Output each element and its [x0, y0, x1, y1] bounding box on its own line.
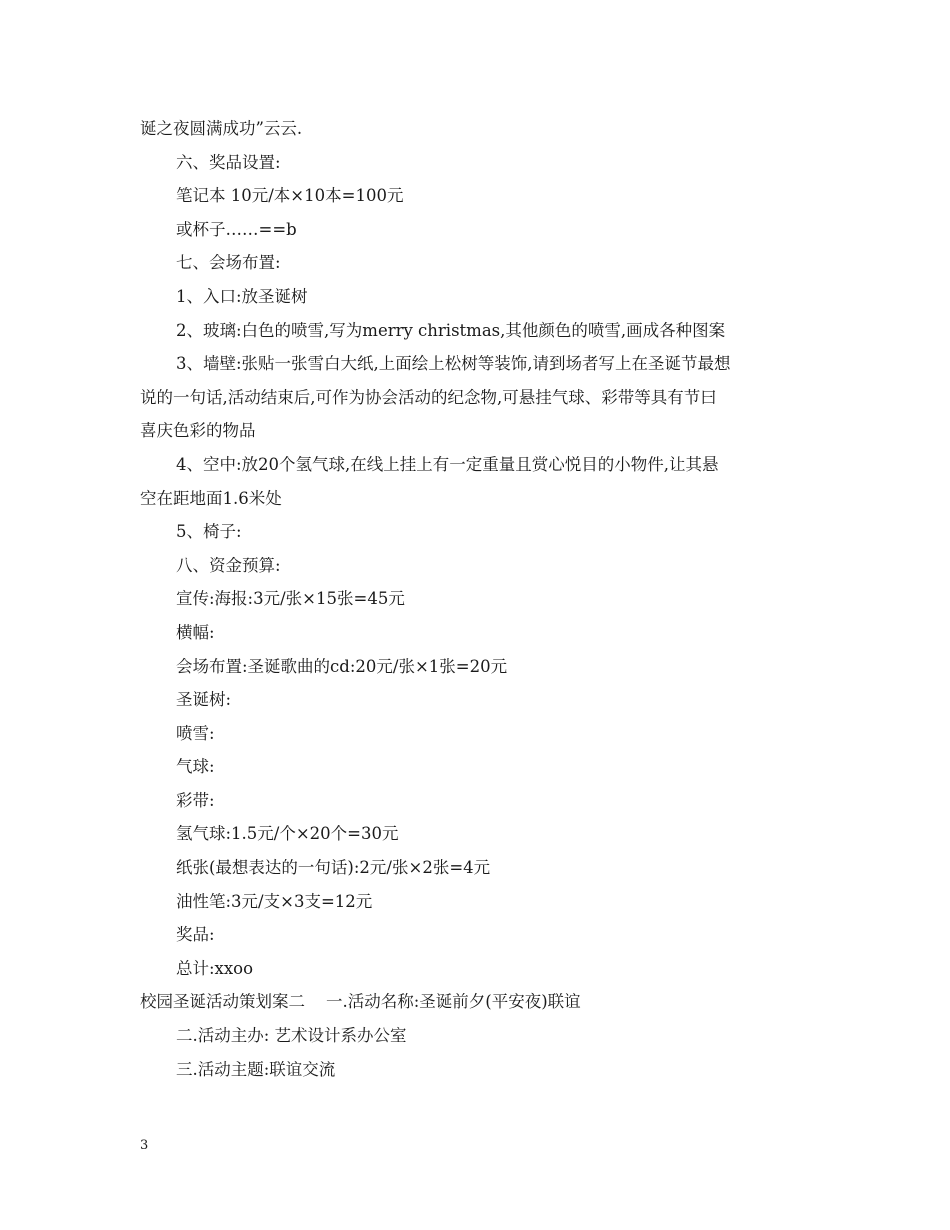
text-line: 奖品:: [176, 925, 215, 945]
text-line: 二.活动主办: 艺术设计系办公室: [176, 1026, 407, 1046]
text-line: 喷雪:: [176, 723, 215, 743]
text-line: 3、墙壁:张贴一张雪白大纸,上面绘上松树等装饰,请到场者写上在圣诞节最想: [176, 354, 731, 374]
text-line: 彩带:: [176, 790, 215, 810]
text-line: 氢气球:1.5元/个×20个=30元: [176, 824, 399, 844]
text-line: 油性笔:3元/支×3支=12元: [176, 891, 373, 911]
text-line: 八、资金预算:: [176, 555, 281, 575]
text-line: 笔记本 10元/本×10本=100元: [176, 186, 404, 206]
text-line: 六、奖品设置:: [176, 152, 281, 172]
text-line: 说的一句话,活动结束后,可作为协会活动的纪念物,可悬挂气球、彩带等具有节曰: [140, 387, 717, 407]
text-line: 空在距地面1.6米处: [140, 488, 282, 508]
text-line: 1、入口:放圣诞树: [176, 286, 308, 306]
document-body: [140, 112, 820, 1086]
text-line: 会场布置:圣诞歌曲的cd:20元/张×1张=20元: [176, 656, 508, 676]
text-line: 5、椅子:: [176, 522, 242, 542]
text-line: 总计:xxoo: [176, 958, 254, 978]
text-line: 三.活动主题:联谊交流: [176, 1059, 336, 1079]
text-line: 校园圣诞活动策划案二 一.活动名称:圣诞前夕(平安夜)联谊: [140, 992, 581, 1012]
text-line: 诞之夜圆满成功”云云.: [140, 119, 303, 138]
text-line: 纸张(最想表达的一句话):2元/张×2张=4元: [176, 858, 491, 878]
text-line: 七、会场布置:: [176, 253, 281, 273]
text-line: 圣诞树:: [176, 690, 232, 710]
text-line: 横幅:: [176, 622, 215, 642]
text-line: 2、玻璃:白色的喷雪,写为merry christmas,其他颜色的喷雪,画成各种图案: [176, 320, 726, 340]
text-line: 或杯子……==b: [176, 219, 297, 239]
text-line: 喜庆色彩的物品: [140, 421, 256, 441]
text-line: 气球:: [176, 757, 215, 777]
page-number: 3: [140, 1138, 149, 1153]
text-line: 4、空中:放20个氢气球,在线上挂上有一定重量且赏心悦目的小物件,让其悬: [176, 454, 719, 474]
text-line: 宣传:海报:3元/张×15张=45元: [176, 589, 405, 609]
